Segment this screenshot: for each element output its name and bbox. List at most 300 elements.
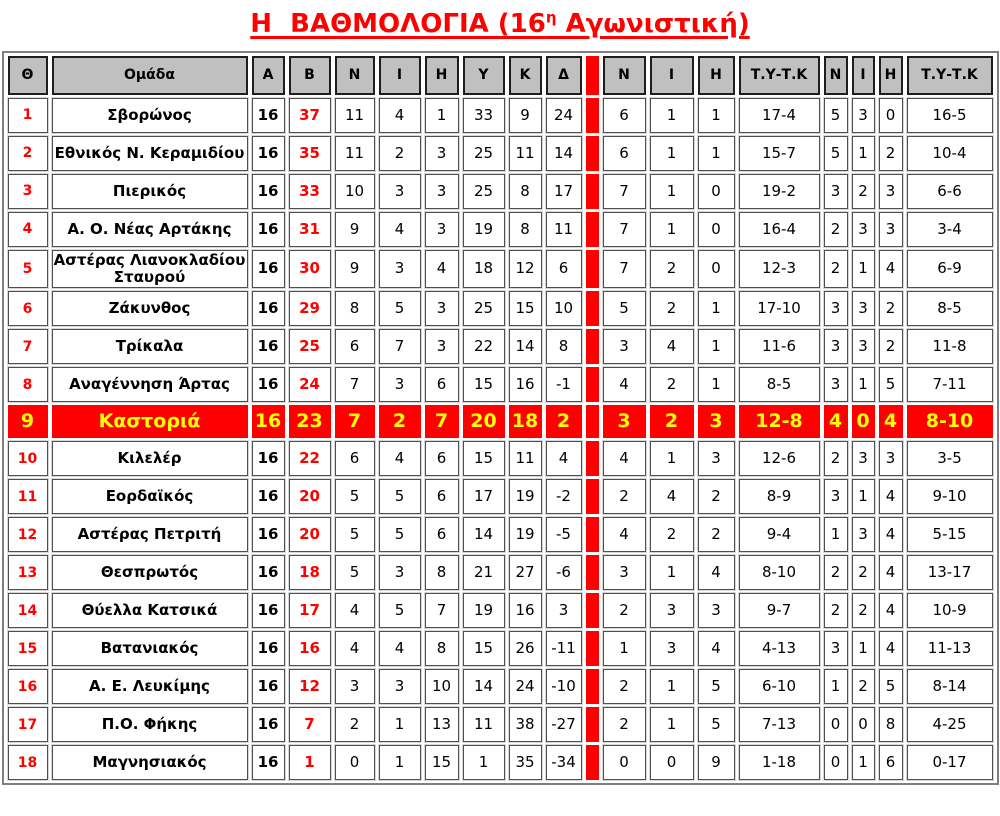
cell-draws-away: 3 — [852, 441, 875, 476]
cell-wins-home: 5 — [603, 291, 646, 326]
table-row — [8, 98, 993, 133]
cell-wins-away: 3 — [824, 291, 848, 326]
cell-wins-home: 6 — [603, 98, 646, 133]
cell-losses-home: 3 — [698, 593, 735, 628]
table-row — [8, 517, 993, 552]
cell-goals-against: 38 — [509, 707, 542, 742]
table-row-highlighted — [8, 405, 993, 438]
cell-games-played: 16 — [252, 707, 285, 742]
cell-draws-away: 3 — [852, 329, 875, 364]
cell-score-away: 16-5 — [907, 98, 993, 133]
cell-goals-for: 25 — [463, 174, 505, 209]
cell-team-name: Εθνικός Ν. Κεραμιδίου — [52, 136, 248, 171]
cell-position: 1 — [8, 98, 48, 133]
cell-score-away: 13-17 — [907, 555, 993, 590]
cell-wins-total: 8 — [335, 291, 375, 326]
cell-separator — [586, 631, 599, 666]
cell-separator — [586, 479, 599, 514]
cell-score-home: 4-13 — [739, 631, 820, 666]
cell-score-away: 9-10 — [907, 479, 993, 514]
cell-wins-home: 4 — [603, 441, 646, 476]
cell-points: 31 — [289, 212, 331, 247]
cell-draws-away: 1 — [852, 479, 875, 514]
cell-goals-against: 8 — [509, 174, 542, 209]
cell-draws-total: 1 — [379, 745, 421, 780]
cell-score-away: 5-15 — [907, 517, 993, 552]
cell-draws-home: 0 — [650, 745, 694, 780]
cell-draws-away: 2 — [852, 593, 875, 628]
cell-goal-difference: 4 — [546, 441, 582, 476]
cell-position: 18 — [8, 745, 48, 780]
cell-position: 5 — [8, 250, 48, 289]
cell-position: 17 — [8, 707, 48, 742]
cell-losses-home: 4 — [698, 631, 735, 666]
cell-goals-for: 15 — [463, 631, 505, 666]
cell-draws-away: 2 — [852, 174, 875, 209]
cell-losses-home: 3 — [698, 405, 735, 438]
header-points: Β — [289, 56, 331, 95]
cell-goals-for: 15 — [463, 367, 505, 402]
cell-score-home: 12-6 — [739, 441, 820, 476]
cell-goal-difference: -10 — [546, 669, 582, 704]
header-goals-for: Υ — [463, 56, 505, 95]
cell-goals-against: 12 — [509, 250, 542, 289]
cell-team-name: Αστέρας Πετριτή — [52, 517, 248, 552]
cell-goals-for: 15 — [463, 441, 505, 476]
header-losses-total: Η — [425, 56, 459, 95]
cell-losses-away: 3 — [879, 174, 903, 209]
cell-losses-home: 5 — [698, 707, 735, 742]
cell-points: 18 — [289, 555, 331, 590]
cell-draws-away: 3 — [852, 212, 875, 247]
cell-wins-away: 2 — [824, 555, 848, 590]
cell-wins-total: 11 — [335, 136, 375, 171]
cell-losses-away: 2 — [879, 329, 903, 364]
cell-score-away: 11-8 — [907, 329, 993, 364]
standings-table — [2, 51, 999, 786]
cell-wins-total: 10 — [335, 174, 375, 209]
cell-losses-away: 2 — [879, 291, 903, 326]
cell-losses-total: 15 — [425, 745, 459, 780]
cell-score-away: 10-4 — [907, 136, 993, 171]
cell-goals-for: 19 — [463, 593, 505, 628]
cell-goals-for: 14 — [463, 669, 505, 704]
cell-separator — [586, 136, 599, 171]
cell-losses-away: 4 — [879, 593, 903, 628]
cell-team-name: Θεσπρωτός — [52, 555, 248, 590]
cell-separator — [586, 98, 599, 133]
cell-losses-total: 13 — [425, 707, 459, 742]
cell-wins-total: 4 — [335, 593, 375, 628]
cell-draws-home: 1 — [650, 441, 694, 476]
cell-wins-away: 2 — [824, 441, 848, 476]
cell-wins-total: 7 — [335, 405, 375, 438]
cell-score-away: 6-9 — [907, 250, 993, 289]
cell-wins-total: 5 — [335, 479, 375, 514]
cell-goals-against: 16 — [509, 367, 542, 402]
cell-points: 1 — [289, 745, 331, 780]
cell-draws-total: 3 — [379, 174, 421, 209]
cell-score-home: 12-3 — [739, 250, 820, 289]
cell-losses-home: 1 — [698, 367, 735, 402]
cell-wins-total: 5 — [335, 517, 375, 552]
cell-score-away: 10-9 — [907, 593, 993, 628]
cell-losses-home: 2 — [698, 479, 735, 514]
cell-draws-home: 1 — [650, 98, 694, 133]
table-row — [8, 136, 993, 171]
header-score-away: Τ.Υ-Τ.Κ — [907, 56, 993, 95]
cell-score-home: 15-7 — [739, 136, 820, 171]
cell-losses-away: 6 — [879, 745, 903, 780]
cell-position: 9 — [8, 405, 48, 438]
cell-separator — [586, 517, 599, 552]
cell-position: 12 — [8, 517, 48, 552]
cell-separator — [586, 593, 599, 628]
cell-losses-home: 0 — [698, 174, 735, 209]
table-row — [8, 631, 993, 666]
cell-games-played: 16 — [252, 291, 285, 326]
cell-draws-home: 1 — [650, 212, 694, 247]
cell-team-name: Αστέρας Λιανοκλαδίου Σταυρού — [52, 250, 248, 289]
cell-wins-away: 0 — [824, 745, 848, 780]
cell-wins-home: 3 — [603, 405, 646, 438]
cell-draws-away: 2 — [852, 555, 875, 590]
table-row — [8, 212, 993, 247]
cell-goals-for: 20 — [463, 405, 505, 438]
cell-position: 14 — [8, 593, 48, 628]
table-row — [8, 329, 993, 364]
cell-goals-against: 27 — [509, 555, 542, 590]
cell-goal-difference: 10 — [546, 291, 582, 326]
title-superscript: η — [545, 8, 557, 26]
cell-games-played: 16 — [252, 745, 285, 780]
cell-separator — [586, 367, 599, 402]
cell-goal-difference: 6 — [546, 250, 582, 289]
cell-games-played: 16 — [252, 441, 285, 476]
cell-score-home: 8-9 — [739, 479, 820, 514]
cell-losses-away: 4 — [879, 555, 903, 590]
cell-wins-away: 3 — [824, 329, 848, 364]
cell-goal-difference: 8 — [546, 329, 582, 364]
cell-losses-total: 10 — [425, 669, 459, 704]
cell-wins-away: 5 — [824, 98, 848, 133]
cell-losses-home: 3 — [698, 441, 735, 476]
cell-separator — [586, 212, 599, 247]
cell-position: 8 — [8, 367, 48, 402]
header-position: Θ — [8, 56, 48, 95]
cell-goals-for: 21 — [463, 555, 505, 590]
cell-goal-difference: 17 — [546, 174, 582, 209]
table-row — [8, 707, 993, 742]
cell-draws-total: 4 — [379, 212, 421, 247]
cell-losses-total: 3 — [425, 212, 459, 247]
cell-draws-total: 5 — [379, 479, 421, 514]
cell-losses-home: 1 — [698, 98, 735, 133]
cell-games-played: 16 — [252, 98, 285, 133]
cell-goals-against: 19 — [509, 517, 542, 552]
cell-losses-total: 6 — [425, 441, 459, 476]
cell-draws-total: 5 — [379, 291, 421, 326]
cell-games-played: 16 — [252, 329, 285, 364]
cell-losses-total: 3 — [425, 174, 459, 209]
cell-separator — [586, 291, 599, 326]
header-team-name: Ομάδα — [52, 56, 248, 95]
cell-points: 25 — [289, 329, 331, 364]
cell-draws-home: 4 — [650, 479, 694, 514]
title-text-before: Η ΒΑΘΜΟΛΟΓΙΑ (16 — [250, 8, 546, 39]
cell-games-played: 16 — [252, 367, 285, 402]
header-draws-total: Ι — [379, 56, 421, 95]
cell-losses-home: 1 — [698, 291, 735, 326]
cell-team-name: Μαγνησιακός — [52, 745, 248, 780]
cell-draws-home: 2 — [650, 405, 694, 438]
cell-draws-home: 1 — [650, 707, 694, 742]
cell-wins-away: 1 — [824, 669, 848, 704]
header-score-home: Τ.Υ-Τ.Κ — [739, 56, 820, 95]
table-row — [8, 479, 993, 514]
header-draws-home: Ι — [650, 56, 694, 95]
table-row — [8, 745, 993, 780]
cell-wins-home: 4 — [603, 367, 646, 402]
cell-draws-total: 4 — [379, 631, 421, 666]
standings-page — [0, 8, 1000, 785]
table-row — [8, 669, 993, 704]
cell-draws-home: 1 — [650, 555, 694, 590]
cell-losses-away: 4 — [879, 479, 903, 514]
cell-goal-difference: -6 — [546, 555, 582, 590]
cell-losses-home: 0 — [698, 250, 735, 289]
cell-draws-total: 5 — [379, 517, 421, 552]
cell-points: 7 — [289, 707, 331, 742]
cell-draws-total: 3 — [379, 555, 421, 590]
cell-draws-total: 4 — [379, 98, 421, 133]
cell-wins-away: 0 — [824, 707, 848, 742]
cell-separator — [586, 405, 599, 438]
cell-goals-against: 8 — [509, 212, 542, 247]
cell-draws-away: 1 — [852, 745, 875, 780]
cell-losses-total: 3 — [425, 291, 459, 326]
cell-losses-total: 3 — [425, 136, 459, 171]
cell-wins-home: 7 — [603, 250, 646, 289]
table-row — [8, 555, 993, 590]
cell-goals-against: 11 — [509, 136, 542, 171]
cell-games-played: 16 — [252, 405, 285, 438]
cell-wins-home: 1 — [603, 631, 646, 666]
cell-wins-home: 2 — [603, 707, 646, 742]
cell-goal-difference: 3 — [546, 593, 582, 628]
cell-score-home: 9-7 — [739, 593, 820, 628]
cell-wins-away: 2 — [824, 250, 848, 289]
cell-points: 22 — [289, 441, 331, 476]
cell-draws-home: 2 — [650, 367, 694, 402]
cell-losses-away: 0 — [879, 98, 903, 133]
cell-games-played: 16 — [252, 593, 285, 628]
cell-wins-away: 3 — [824, 174, 848, 209]
cell-team-name: Καστοριά — [52, 405, 248, 438]
header-games-played: Α — [252, 56, 285, 95]
cell-wins-away: 5 — [824, 136, 848, 171]
header-goals-against: Κ — [509, 56, 542, 95]
cell-draws-total: 7 — [379, 329, 421, 364]
cell-goal-difference: -5 — [546, 517, 582, 552]
cell-draws-away: 2 — [852, 669, 875, 704]
cell-goals-against: 16 — [509, 593, 542, 628]
cell-draws-total: 2 — [379, 136, 421, 171]
cell-losses-total: 6 — [425, 517, 459, 552]
cell-wins-home: 3 — [603, 329, 646, 364]
cell-wins-away: 2 — [824, 212, 848, 247]
cell-losses-away: 4 — [879, 517, 903, 552]
cell-position: 4 — [8, 212, 48, 247]
cell-wins-home: 2 — [603, 593, 646, 628]
cell-goal-difference: -34 — [546, 745, 582, 780]
cell-score-home: 9-4 — [739, 517, 820, 552]
cell-losses-home: 4 — [698, 555, 735, 590]
header-wins-away: Ν — [824, 56, 848, 95]
cell-score-home: 12-8 — [739, 405, 820, 438]
cell-games-played: 16 — [252, 174, 285, 209]
cell-team-name: Βατανιακός — [52, 631, 248, 666]
cell-goal-difference: -27 — [546, 707, 582, 742]
cell-score-away: 8-10 — [907, 405, 993, 438]
cell-wins-away: 3 — [824, 479, 848, 514]
cell-wins-away: 4 — [824, 405, 848, 438]
header-row — [8, 56, 993, 95]
cell-points: 23 — [289, 405, 331, 438]
cell-goal-difference: -11 — [546, 631, 582, 666]
table-row — [8, 593, 993, 628]
cell-losses-total: 4 — [425, 250, 459, 289]
cell-score-home: 11-6 — [739, 329, 820, 364]
cell-separator — [586, 745, 599, 780]
table-row — [8, 367, 993, 402]
cell-goals-against: 18 — [509, 405, 542, 438]
cell-points: 16 — [289, 631, 331, 666]
cell-team-name: Α. Ε. Λευκίμης — [52, 669, 248, 704]
cell-wins-total: 7 — [335, 367, 375, 402]
cell-games-played: 16 — [252, 136, 285, 171]
cell-goals-against: 14 — [509, 329, 542, 364]
cell-goals-against: 24 — [509, 669, 542, 704]
cell-score-away: 8-14 — [907, 669, 993, 704]
cell-draws-home: 1 — [650, 136, 694, 171]
cell-position: 13 — [8, 555, 48, 590]
cell-wins-away: 3 — [824, 631, 848, 666]
cell-goal-difference: 24 — [546, 98, 582, 133]
cell-score-home: 19-2 — [739, 174, 820, 209]
cell-points: 37 — [289, 98, 331, 133]
cell-team-name: Εορδαϊκός — [52, 479, 248, 514]
cell-goals-for: 18 — [463, 250, 505, 289]
cell-games-played: 16 — [252, 517, 285, 552]
cell-losses-total: 7 — [425, 593, 459, 628]
cell-score-away: 0-17 — [907, 745, 993, 780]
cell-draws-total: 3 — [379, 250, 421, 289]
cell-goals-for: 33 — [463, 98, 505, 133]
cell-score-home: 17-10 — [739, 291, 820, 326]
cell-wins-home: 7 — [603, 174, 646, 209]
cell-wins-home: 2 — [603, 479, 646, 514]
cell-losses-away: 3 — [879, 441, 903, 476]
cell-wins-home: 2 — [603, 669, 646, 704]
cell-position: 16 — [8, 669, 48, 704]
cell-wins-away: 1 — [824, 517, 848, 552]
cell-goals-for: 1 — [463, 745, 505, 780]
cell-wins-total: 5 — [335, 555, 375, 590]
table-row — [8, 291, 993, 326]
cell-goals-for: 19 — [463, 212, 505, 247]
cell-wins-total: 9 — [335, 250, 375, 289]
cell-points: 20 — [289, 517, 331, 552]
cell-team-name: Τρίκαλα — [52, 329, 248, 364]
cell-draws-home: 1 — [650, 174, 694, 209]
cell-games-played: 16 — [252, 479, 285, 514]
cell-games-played: 16 — [252, 669, 285, 704]
cell-losses-home: 2 — [698, 517, 735, 552]
cell-losses-home: 9 — [698, 745, 735, 780]
cell-team-name: Αναγέννηση Άρτας — [52, 367, 248, 402]
cell-losses-away: 5 — [879, 367, 903, 402]
cell-team-name: Πιερικός — [52, 174, 248, 209]
cell-goals-for: 25 — [463, 291, 505, 326]
cell-separator — [586, 329, 599, 364]
cell-draws-total: 5 — [379, 593, 421, 628]
header-wins-total: Ν — [335, 56, 375, 95]
cell-score-away: 7-11 — [907, 367, 993, 402]
cell-position: 11 — [8, 479, 48, 514]
cell-games-played: 16 — [252, 555, 285, 590]
page-title-text — [250, 9, 749, 39]
cell-position: 2 — [8, 136, 48, 171]
cell-losses-total: 6 — [425, 367, 459, 402]
cell-games-played: 16 — [252, 212, 285, 247]
cell-draws-home: 4 — [650, 329, 694, 364]
cell-position: 7 — [8, 329, 48, 364]
cell-draws-total: 1 — [379, 707, 421, 742]
cell-position: 6 — [8, 291, 48, 326]
cell-draws-total: 2 — [379, 405, 421, 438]
cell-score-home: 1-18 — [739, 745, 820, 780]
page-title — [0, 8, 1000, 39]
cell-points: 35 — [289, 136, 331, 171]
cell-draws-home: 1 — [650, 669, 694, 704]
table-row — [8, 250, 993, 289]
cell-draws-total: 3 — [379, 669, 421, 704]
cell-score-home: 8-10 — [739, 555, 820, 590]
table-body — [8, 98, 993, 781]
cell-wins-total: 0 — [335, 745, 375, 780]
header-losses-away: Η — [879, 56, 903, 95]
cell-wins-total: 4 — [335, 631, 375, 666]
cell-goal-difference: -1 — [546, 367, 582, 402]
cell-losses-home: 5 — [698, 669, 735, 704]
cell-position: 10 — [8, 441, 48, 476]
cell-losses-total: 8 — [425, 555, 459, 590]
cell-separator — [586, 441, 599, 476]
cell-losses-home: 1 — [698, 136, 735, 171]
cell-points: 29 — [289, 291, 331, 326]
cell-draws-away: 3 — [852, 291, 875, 326]
cell-goals-against: 35 — [509, 745, 542, 780]
cell-goal-difference: -2 — [546, 479, 582, 514]
cell-losses-away: 2 — [879, 136, 903, 171]
cell-score-home: 17-4 — [739, 98, 820, 133]
cell-wins-total: 6 — [335, 441, 375, 476]
cell-goals-for: 11 — [463, 707, 505, 742]
cell-wins-total: 6 — [335, 329, 375, 364]
cell-team-name: Σβορώνος — [52, 98, 248, 133]
cell-draws-total: 4 — [379, 441, 421, 476]
